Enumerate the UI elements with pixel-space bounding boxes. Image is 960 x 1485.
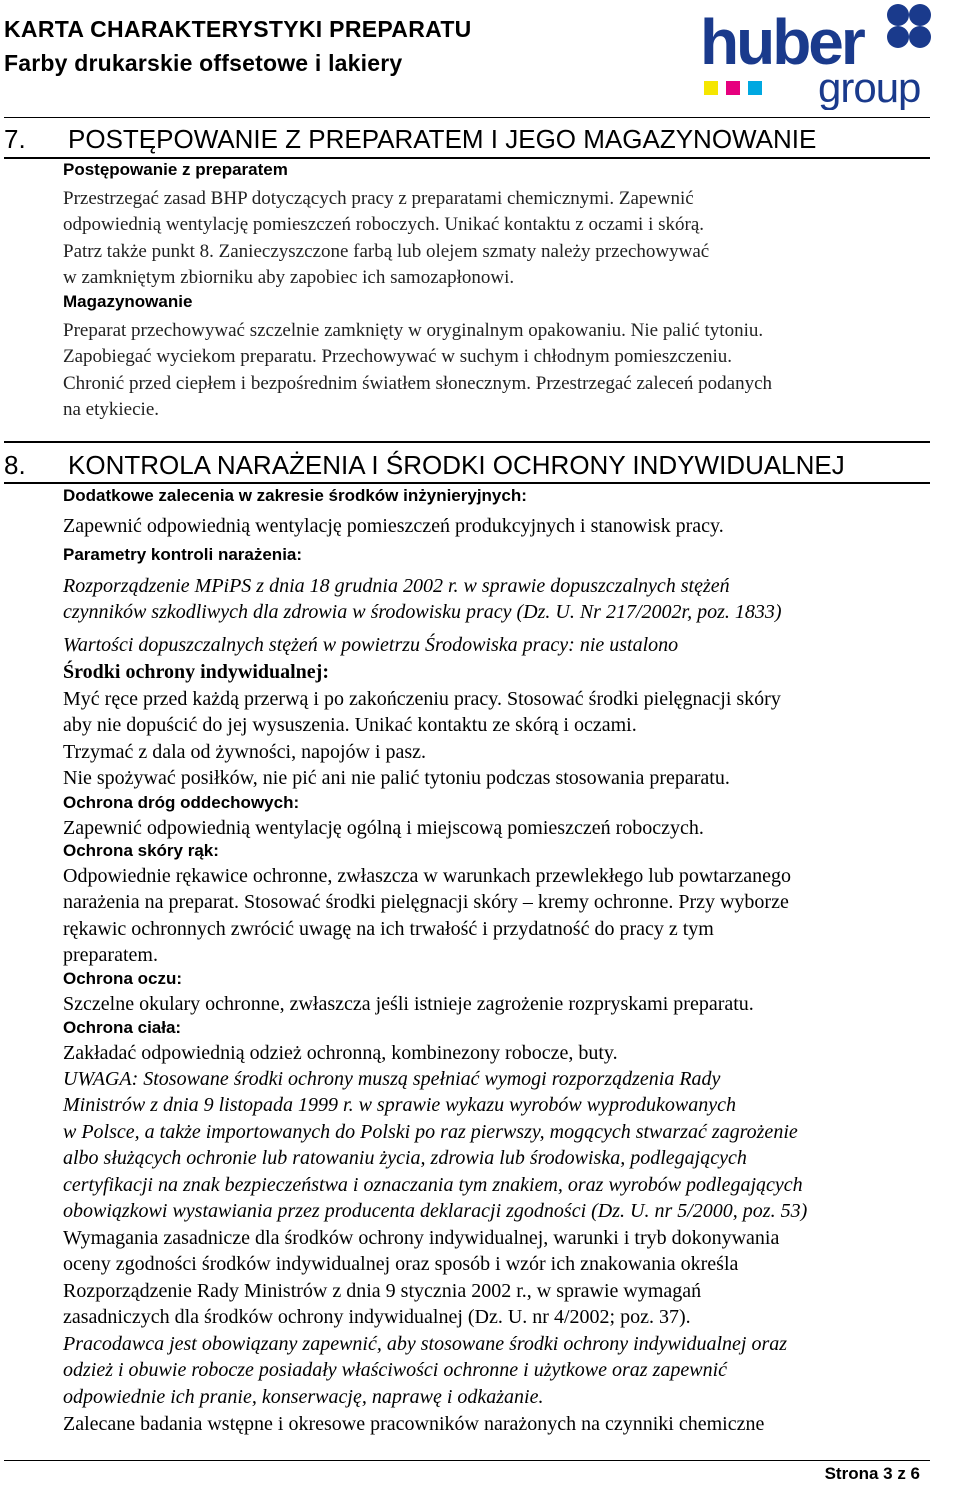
footer-divider <box>4 1460 930 1461</box>
text-line: rękawic ochronnych zwrócić uwagę na ich trwałość i przydatność do pracy z tym <box>63 917 714 940</box>
text-line: na etykiecie. <box>63 398 160 420</box>
text-line: Odpowiednie rękawice ochronne, zwłaszcza w warunkach przewlekłego lub powtarzanego <box>63 865 792 887</box>
text-line: zasadniczych dla środków ochrony indywidualnej (Dz. U. nr 4/2002; poz. 37). <box>63 1306 691 1329</box>
logo-magenta-square <box>726 81 740 95</box>
text-line: odzież i obuwie robocze posiadały właściwości ochronne i użytkowe oraz zapewnić <box>63 1359 728 1382</box>
text-line: czynników szkodliwych dla zdrowia w środowisku pracy (Dz. U. Nr 217/2002r, poz. 1833) <box>63 601 782 624</box>
requirements-paragraph <box>63 1225 929 1331</box>
text-line: Chronić przed ciepłem i bezpośrednim światłem słonecznym. Przestrzegać zaleceń podanych <box>63 372 773 394</box>
text-line: Trzymać z dala od żywności, napojów i pasz. <box>63 740 427 763</box>
text-line: Zapobiegać wyciekom preparatu. Przechowywać w suchym i chłodnym pomieszczeniu. <box>63 346 732 368</box>
text-line: preparatem. <box>63 944 158 967</box>
ppe-heading: Środki ochrony indywidualnej: <box>63 661 330 683</box>
exams-text: Zalecane badania wstępne i okresowe pracowników narażonych na czynniki chemiczne <box>63 1413 765 1435</box>
logo-text-group: group <box>818 64 921 110</box>
text-line: Wymagania zasadnicze dla środków ochrony indywidualnej, warunki i tryb dokonywania <box>63 1227 780 1249</box>
huber-group-logo <box>700 2 932 110</box>
eye-heading: Ochrona oczu: <box>63 969 183 988</box>
section-7-number: 7. <box>4 124 26 154</box>
text-line: Nie spożywać posiłków, nie pić ani nie palić tytoniu podczas stosowania preparatu. <box>63 767 730 790</box>
body-heading: Ochrona ciała: <box>63 1018 182 1037</box>
section-7-heading <box>4 124 816 155</box>
handling-paragraph <box>63 186 929 291</box>
body-text: Zakładać odpowiednią odzież ochronną, kombinezony robocze, buty. <box>63 1042 618 1064</box>
text-line: Patrz także punkt 8. Zanieczyszczone farbą lub olejem szmaty należy przechowywać <box>63 240 710 262</box>
text-line: Przestrzegać zasad BHP dotyczących pracy z preparatami chemicznymi. Zapewnić <box>63 188 694 209</box>
text-line: aby nie dopuścić do jej wysuszenia. Unikać kontaktu ze skórą i oczami. <box>63 714 637 737</box>
storage-heading: Magazynowanie <box>63 292 193 311</box>
text-line: obowiązkowi wystawiania przez producenta deklaracji zgodności (Dz. U. nr 5/2000, poz. 53) <box>63 1200 808 1223</box>
section-8-heading <box>4 450 845 481</box>
text-line: Pracodawca jest obowiązany zapewnić, aby stosowane środki ochrony indywidualnej oraz <box>63 1333 788 1355</box>
text-line: w zamkniętym zbiorniku aby zapobiec ich samozapłonowi. <box>63 266 515 288</box>
ppe-paragraph <box>63 686 929 792</box>
text-line: albo służących ochronie lub ratowaniu życia, zdrowia lub środowiska, podlegających <box>63 1147 747 1170</box>
document-subtitle: Farby drukarskie offsetowe i lakiery <box>4 50 403 76</box>
eye-text: Szczelne okulary ochronne, zwłaszcza jeśli istnieje zagrożenie rozpryskami preparatu. <box>63 993 754 1015</box>
text-line: oceny zgodności środków indywidualnej oraz sposób i wzór ich znakowania określa <box>63 1253 739 1276</box>
text-line: Rozporządzenie Rady Ministrów z dnia 9 stycznia 2002 r., w sprawie wymagań <box>63 1279 702 1302</box>
text-line: Ministrów z dnia 9 listopada 1999 r. w sprawie wykazu wyrobów wyprodukowanych <box>63 1094 736 1117</box>
text-line: Myć ręce przed każdą przerwą i po zakończeniu pracy. Stosować środki pielęgnacji skóry <box>63 688 781 710</box>
section-7-rule <box>4 157 930 159</box>
page-number: Strona 3 z 6 <box>824 1464 920 1483</box>
text-line: w Polsce, a także importowanych do Polski po raz pierwszy, mogących stwarzać zagrożenie <box>63 1120 798 1143</box>
exposure-regulation <box>63 573 929 626</box>
section-7-title: POSTĘPOWANIE Z PREPARATEM I JEGO MAGAZYNOWANIE <box>68 124 817 154</box>
engineering-heading: Dodatkowe zalecenia w zakresie środków inżynieryjnych: <box>63 486 527 505</box>
ppe-note <box>63 1066 929 1224</box>
text-line: Preparat przechowywać szczelnie zamknięty w oryginalnym opakowaniu. Nie palić tytoniu. <box>63 320 764 341</box>
logo-text-huber: huber <box>700 6 863 78</box>
text-line: odpowiednie ich pranie, konserwację, naprawę i odkażanie. <box>63 1385 544 1408</box>
logo-clover-icon <box>887 4 931 48</box>
logo-yellow-square <box>704 81 718 95</box>
skin-heading: Ochrona skóry rąk: <box>63 841 219 860</box>
text-line: odpowiednią wentylację pomieszczeń roboczych. Unikać kontaktu z oczami i skórą. <box>63 214 705 236</box>
text-line: Rozporządzenie MPiPS z dnia 18 grudnia 2002 r. w sprawie dopuszczalnych stężeń <box>63 575 730 597</box>
engineering-text: Zapewnić odpowiednią wentylację pomieszczeń produkcyjnych i stanowisk pracy. <box>63 515 724 537</box>
section-8-number: 8. <box>4 450 26 480</box>
handling-heading: Postępowanie z preparatem <box>63 160 288 179</box>
exposure-values: Wartości dopuszczalnych stężeń w powietrzu Środowiska pracy: nie ustalono <box>63 634 679 656</box>
logo-cyan-square <box>748 81 762 95</box>
respiratory-text: Zapewnić odpowiednią wentylację ogólną i miejscową pomieszczeń roboczych. <box>63 817 704 839</box>
respiratory-heading: Ochrona dróg oddechowych: <box>63 793 300 812</box>
section-8-title: KONTROLA NARAŻENIA I ŚRODKI OCHRONY INDYWIDUALNEJ <box>68 450 845 480</box>
exposure-heading: Parametry kontroli narażenia: <box>63 545 303 564</box>
section-8-rule <box>4 482 930 484</box>
section-8-top-rule <box>4 441 930 443</box>
document-title: KARTA CHARAKTERYSTYKI PREPARATU <box>4 16 472 42</box>
text-line: UWAGA: Stosowane środki ochrony muszą spełniać wymogi rozporządzenia Rady <box>63 1068 721 1090</box>
text-line: narażenia na preparat. Stosować środki pielęgnacji skóry – kremy ochronne. Przy wyborze <box>63 891 789 914</box>
header-divider <box>4 117 930 118</box>
employer-paragraph <box>63 1331 929 1410</box>
skin-paragraph <box>63 863 929 969</box>
text-line: certyfikacji na znak bezpieczeństwa i oznaczania tym znakiem, oraz wyrobów podlegających <box>63 1173 803 1196</box>
storage-paragraph <box>63 318 929 423</box>
